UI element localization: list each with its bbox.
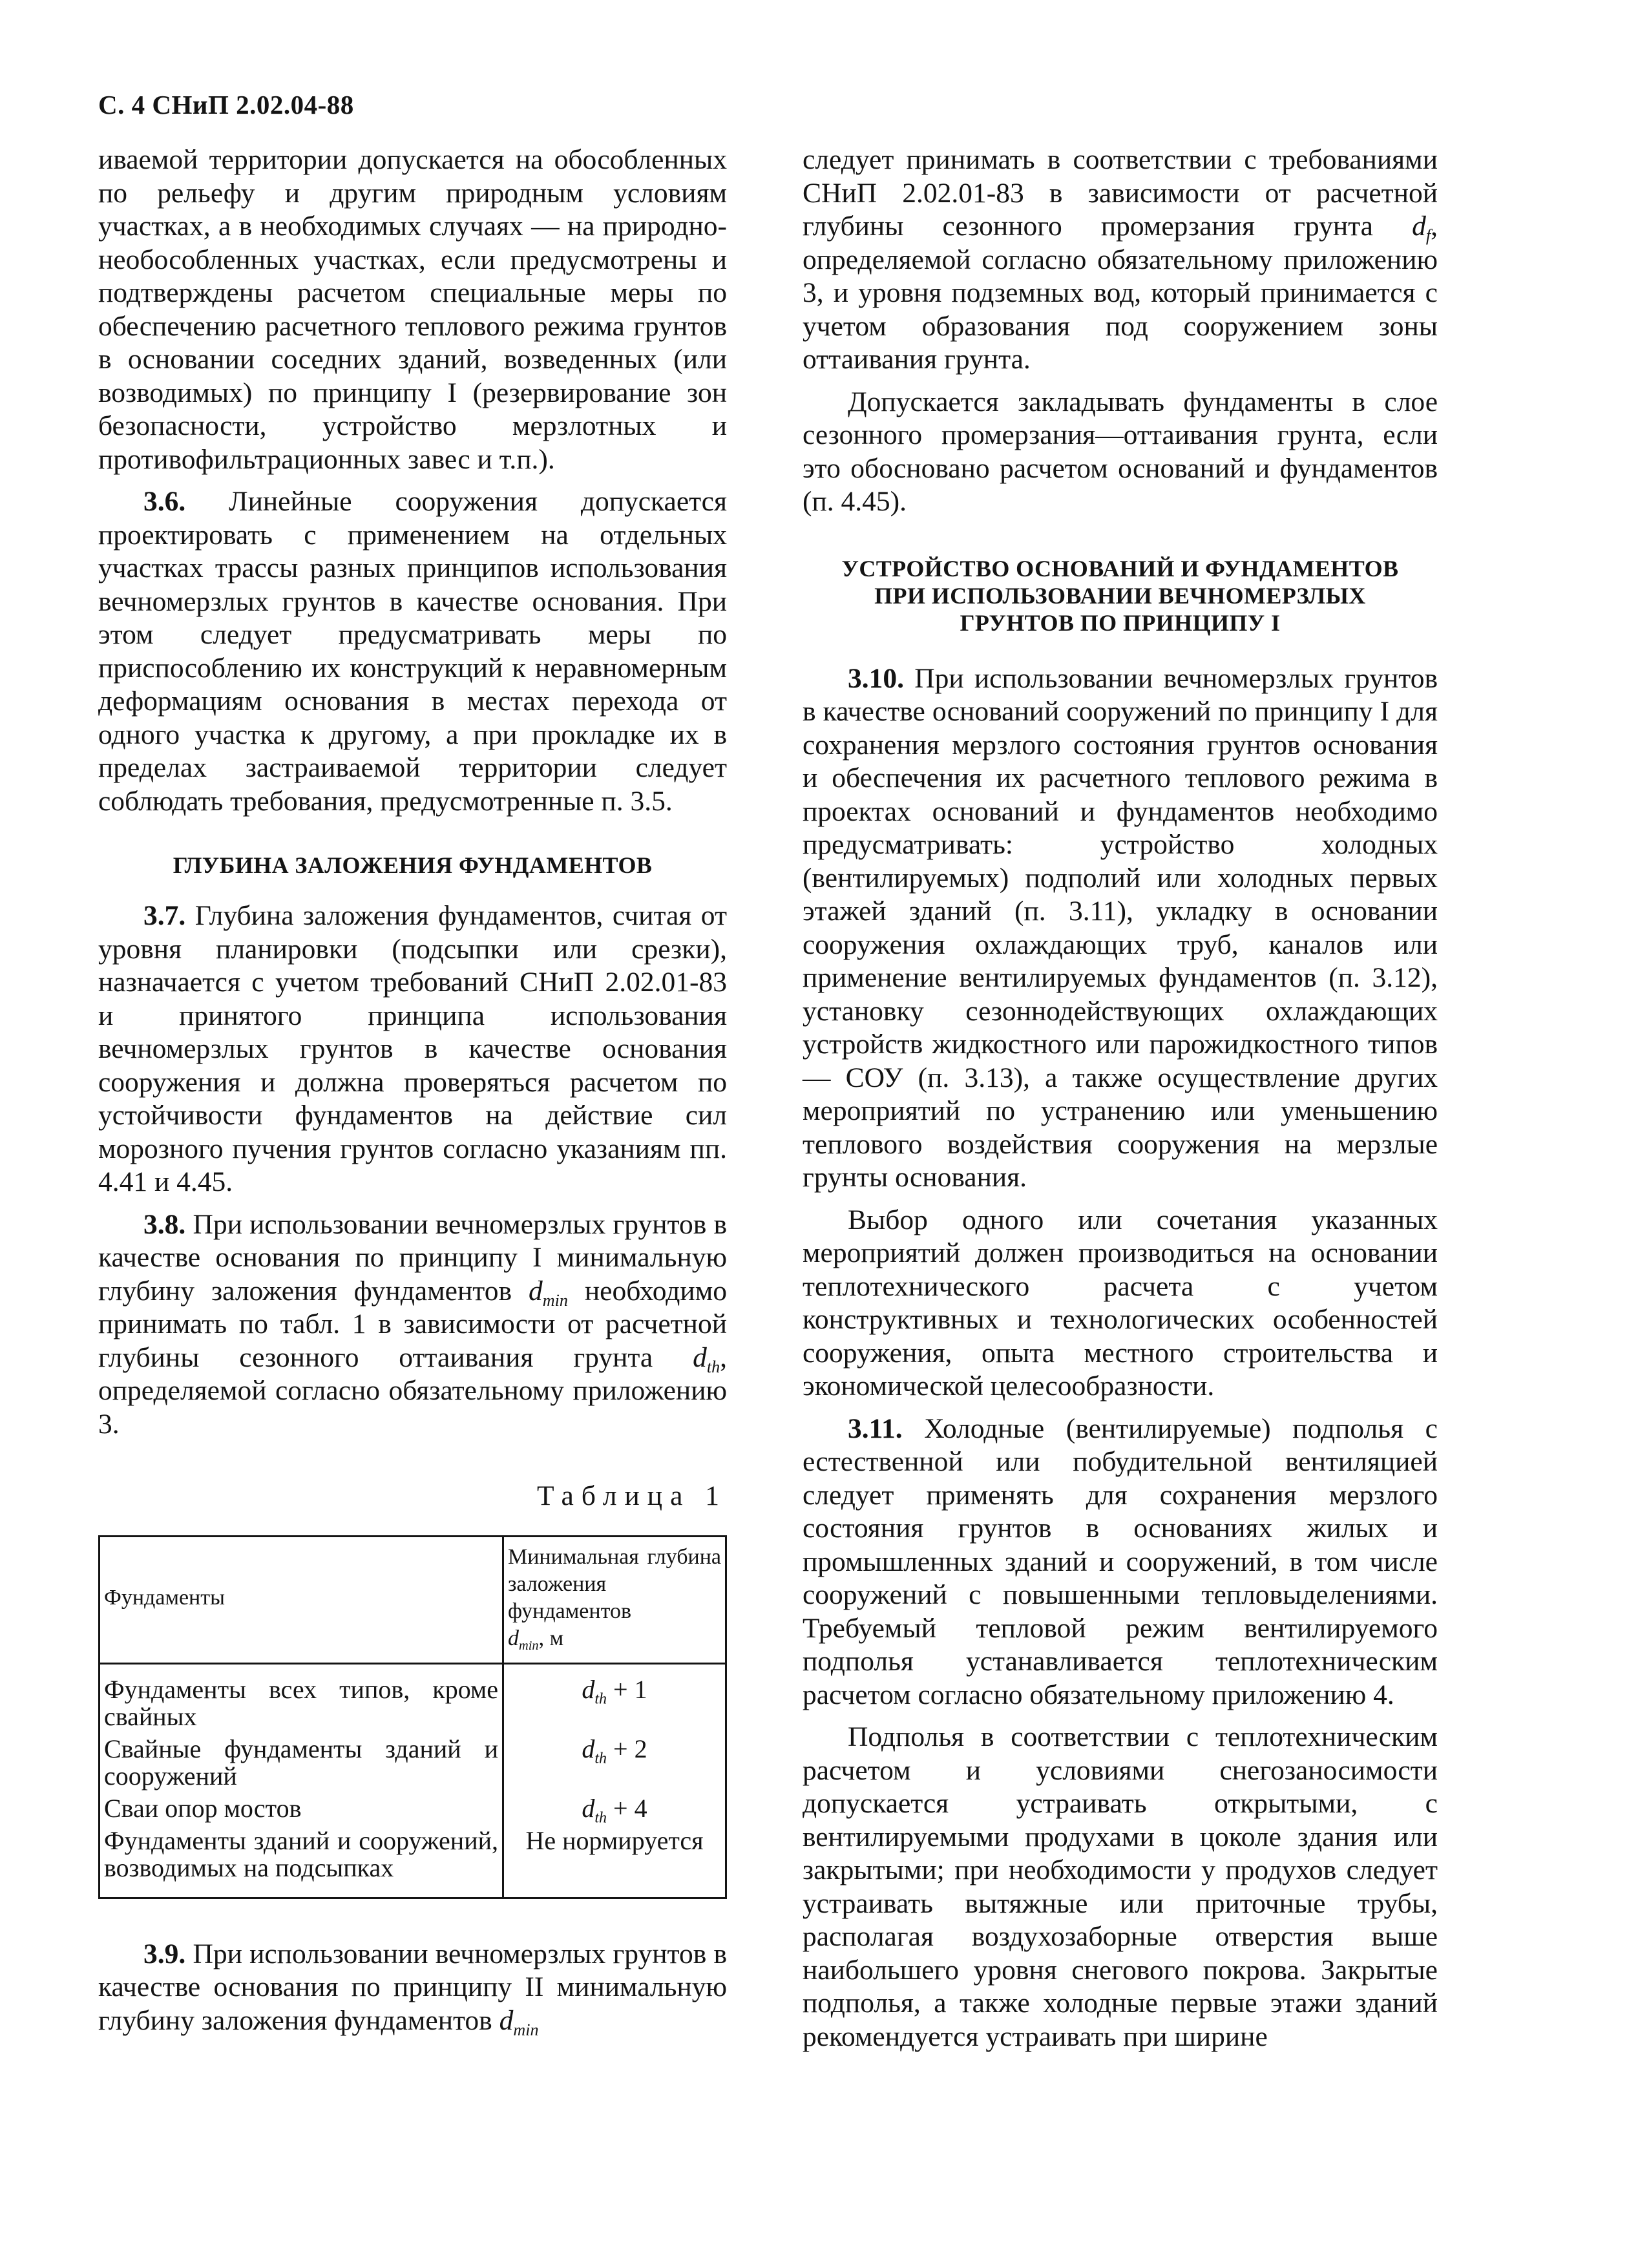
table-cell-depth: Не нормируется [525, 1825, 704, 1855]
clause-3-9: 3.9. При использовании вечномерзлых грунтов в качестве основания по принципу II минимальную глубину заложения фундаментов $d_{min}$ [98, 1938, 727, 2039]
paragraph-continued: следует принимать в соответствии с требованиями СНиП 2.02.01-83 в зависимости от расчетной глубины сезонного промерзания грунта $d_f$, определяемой согласно обязательному приложению 3, и уровня подземных вод, который принимается с учетом образования под сооружением зоны оттаивания грунта. [803, 144, 1438, 375]
table-header-min-depth: Минимальная глубина заложения фундаментов $d_{min}$, м [503, 1536, 726, 1663]
table-cell-depth: $d_{th} + 4$ [582, 1793, 647, 1826]
symbol-d-min: $d_{min}$ [529, 1275, 568, 1310]
paragraph-permission: Допускается закладывать фундаменты в слое сезонного промерзания—оттаивания грунта, если это обосновано расчетом оснований и фундаментов (п. 4.45). [803, 386, 1438, 517]
clause-3-6: 3.6. Линейные сооружения допускается проектировать с применением на отдельных участках трассы разных принципов использования вечномерзлых грунтов в качестве основания. При этом следует предусматривать меры по приспособлению их конструкций к неравномерным деформациям основания в местах перехода от одного участка к другому, а при прокладке их в пределах застраиваемой территории следует соблюдать требования, предусмотренные п. 3.5. [98, 486, 727, 817]
paragraph-choice: Выбор одного или сочетания указанных мероприятий должен производиться на основании теплотехнического расчета с учетом конструктивных и технологических особенностей сооружения, опыта местного строительства и экономической целесообразности. [803, 1204, 1438, 1402]
running-header: С. 4 СНиП 2.02.04-88 [98, 90, 354, 120]
clause-number: 3.7. [143, 900, 186, 931]
clause-3-10: 3.10. При использовании вечномерзлых грунтов в качестве оснований сооружений по принципу I для сохранения мерзлого состояния грунтов основания и обеспечения их расчетного теплового режима в проектах оснований и фундаментов необходимо предусматривать: устройство холодных (вентилируемых) подполий или холодных первых этажей зданий (п. 3.11), укладку в основании сооружения охлаждающих труб, каналов или применение вентилируемых фундаментов (п. 3.12), установку сезоннодействующих охлаждающих устройств жидкостного или парожидкостного типов — СОУ (п. 3.13), а также осуществление других мероприятий по устранению или уменьшению теплового воздействия сооружения на мерзлые грунты основания. [803, 662, 1438, 1193]
clause-number: 3.11. [848, 1412, 903, 1444]
clause-number: 3.8. [143, 1208, 186, 1240]
clause-number: 3.9. [143, 1938, 186, 1969]
table-cell-foundation: Фундаменты всех типов, кроме свайных [100, 1663, 503, 1733]
symbol-d-min: $d_{min}$ [499, 2004, 539, 2039]
table-row [100, 1733, 726, 1792]
table-header-foundations: Фундаменты [100, 1536, 503, 1663]
paragraph-undergrounds: Подполья в соответствии с теплотехническим расчетом и условиями снегозаносимости допускается устраивать открытыми, с вентилируемыми продухами в цоколе здания или закрытыми; при необходимости у продухов следует устраивать вытяжные или приточные трубы, располагая воздухозаборные отверстия выше наибольшего уровня снегового покрова. Закрытые подполья, а также холодные первые этажи зданий рекомендуется устраивать при ширине [803, 1721, 1438, 2052]
table-cell-depth: $d_{th} + 2$ [582, 1734, 647, 1767]
foundation-depth-table [98, 1535, 727, 1899]
table-caption: Таблица 1 [536, 1480, 727, 1511]
clause-number: 3.6. [143, 486, 186, 517]
table-row [100, 1792, 726, 1825]
table-cell-foundation: Фундаменты зданий и сооружений, возводимых на подсыпках [100, 1825, 503, 1898]
table-cell-foundation: Свайные фундаменты зданий и сооружений [100, 1733, 503, 1792]
table-cell-depth: $d_{th} + 1$ [582, 1674, 647, 1707]
section-heading-depth: ГЛУБИНА ЗАЛОЖЕНИЯ ФУНДАМЕНТОВ [173, 852, 653, 878]
clause-3-7: 3.7. Глубина заложения фундаментов, считая от уровня планировки (подсыпки или срезки), назначается с учетом требований СНиП 2.02.01-83 и принятого принципа использования вечномерзлых грунтов в качестве основания сооружения и должна проверяться расчетом по устойчивости фундаментов на действие сил морозного пучения грунтов согласно указаниям пп. 4.41 и 4.45. [98, 900, 727, 1197]
clause-number: 3.10. [848, 662, 904, 694]
section-heading-principle-1: УСТРОЙСТВО ОСНОВАНИЙ И ФУНДАМЕНТОВ ПРИ ИСПОЛЬЗОВАНИИ ВЕЧНОМЕРЗЛЫХ ГРУНТОВ ПО ПРИНЦИПУ I [841, 555, 1399, 636]
table-cell-foundation: Сваи опор мостов [100, 1792, 503, 1825]
symbol-d-th: $d_{th}$ [693, 1341, 720, 1376]
table-row [100, 1825, 726, 1898]
right-column [803, 143, 1438, 2053]
symbol-d-f: $d_f$ [1412, 211, 1431, 246]
paragraph-continued: иваемой территории допускается на обособленных по рельефу и другим природным условиям участках, а в необходимых случаях — на природно-необособленных участках, если предусмотрены и подтверждены расчетом специальные меры по обеспечению расчетного теплового режима грунтов в основании соседних зданий, возведенных (или возводимых) по принципу I (резервирование зон безопасности, устройство мерзлотных и противофильтрационных завес и т.п.). [98, 144, 727, 475]
left-column [98, 143, 727, 2037]
clause-3-8: 3.8. При использовании вечномерзлых грунтов в качестве основания по принципу I минимальную глубину заложения фундаментов $d_{min}$ необходимо принимать по табл. 1 в зависимости от расчетной глубины сезонного оттаивания грунта $d_{th}$, определяемой согласно обязательному приложению 3. [98, 1208, 727, 1440]
table-row [100, 1663, 726, 1733]
clause-3-11: 3.11. Холодные (вентилируемые) подполья с естественной или побудительной вентиляцией следует применять для сохранения мерзлого состояния грунтов в основаниях жилых и промышленных зданий и сооружений, в том числе сооружений с повышенными тепловыделениями. Требуемый тепловой режим вентилируемого подполья устанавливается теплотехническим расчетом согласно обязательному приложению 4. [803, 1412, 1438, 1710]
